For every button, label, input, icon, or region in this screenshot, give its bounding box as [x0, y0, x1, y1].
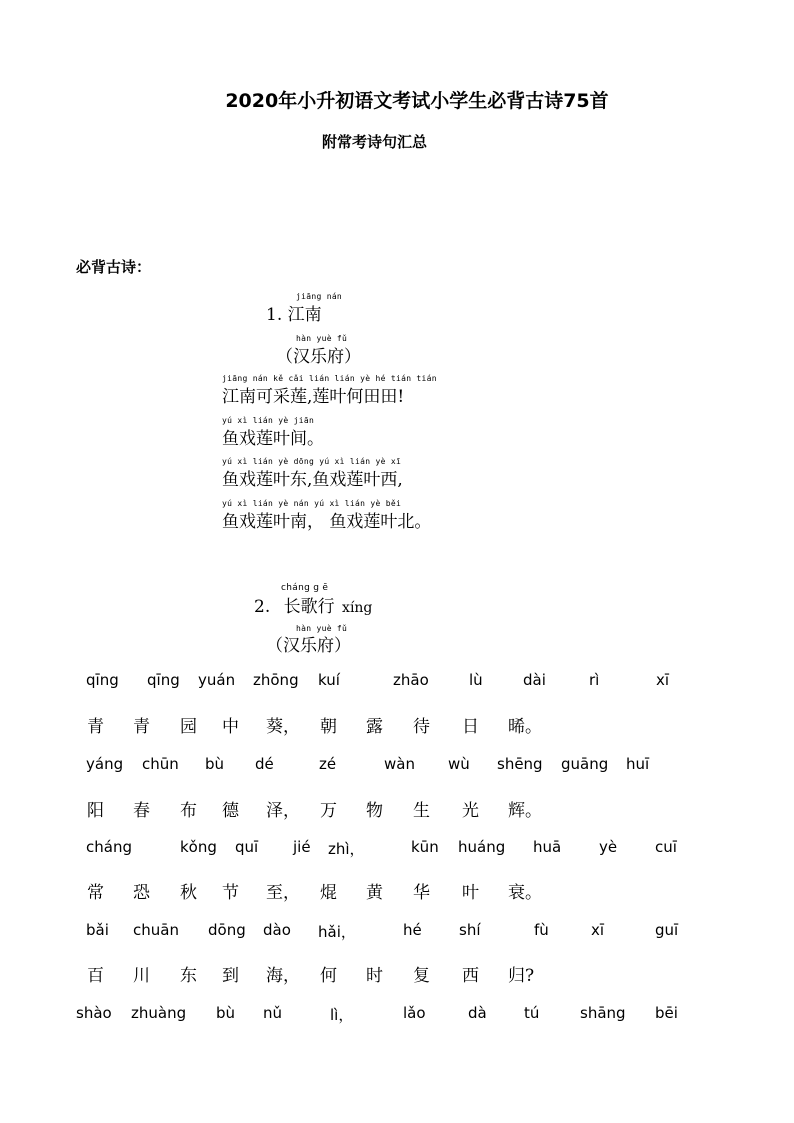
- poem2-character-row: [0, 712, 794, 737]
- pinyin-syllable: cuī: [655, 838, 677, 856]
- poem1-line: 江南可采莲,莲叶何田田!: [222, 387, 405, 407]
- pinyin-syllable: nǔ: [263, 1004, 283, 1022]
- pinyin-syllable: dé: [255, 755, 274, 773]
- poem-character: 朝: [320, 717, 337, 737]
- poem-character: 晞。: [508, 717, 542, 737]
- pinyin-syllable: qīng: [86, 671, 119, 689]
- poem2-character-row: [0, 796, 794, 821]
- pinyin-syllable: huáng: [458, 838, 506, 856]
- poem-character: 日: [462, 717, 479, 737]
- pinyin-syllable: tú: [524, 1004, 540, 1022]
- pinyin-syllable: qīng: [147, 671, 180, 689]
- pinyin-syllable: zhōng: [253, 671, 299, 689]
- poem1-author: （汉乐府）: [276, 347, 361, 367]
- pinyin-syllable: kǒng: [180, 838, 217, 856]
- poem-character: 青: [133, 717, 150, 737]
- page-subtitle: 附常考诗句汇总: [322, 133, 428, 151]
- pinyin-syllable: bǎi: [86, 921, 109, 939]
- poem-character: 归?: [508, 966, 535, 986]
- poem-character: 德: [222, 801, 239, 821]
- pinyin-syllable: shāng: [580, 1004, 626, 1022]
- poem-character: 至，: [266, 883, 300, 903]
- poem1-line-pinyin: jiāng nán kě cǎi lián lián yè hé tián tián: [222, 374, 437, 383]
- poem2-title-text: 长歌行: [283, 597, 335, 617]
- pinyin-syllable: yè: [599, 838, 618, 856]
- pinyin-syllable: zhāo: [393, 671, 429, 689]
- poem1-line: 鱼戏莲叶南， 鱼戏莲叶北。: [222, 512, 432, 532]
- pinyin-syllable: lǎo: [403, 1004, 426, 1022]
- poem-character: 光: [462, 801, 479, 821]
- pinyin-syllable: shēng: [497, 755, 543, 773]
- poem-character: 海，: [266, 966, 300, 986]
- poem-character: 到: [222, 966, 239, 986]
- poem1-line: 鱼戏莲叶间。: [222, 429, 324, 449]
- pinyin-syllable: huā: [533, 838, 562, 856]
- poem-character: 秋: [180, 883, 197, 903]
- pinyin-syllable: shào: [76, 1004, 112, 1022]
- pinyin-syllable: shí: [459, 921, 481, 939]
- pinyin-syllable: kūn: [411, 838, 439, 856]
- poem-character: 园: [180, 717, 197, 737]
- poem1-line-pinyin: yú xì lián yè jiān: [222, 416, 315, 425]
- poem-character: 中: [222, 717, 239, 737]
- poem-character: 东: [180, 966, 197, 986]
- poem-character: 华: [413, 883, 430, 903]
- pinyin-syllable: wàn: [384, 755, 415, 773]
- pinyin-syllable: huī: [626, 755, 650, 773]
- poem2-title-number: 2.: [254, 597, 271, 617]
- poem-character: 待: [413, 717, 430, 737]
- pinyin-syllable: zhì，: [328, 840, 365, 858]
- poem2-character-row: [0, 961, 794, 986]
- pinyin-syllable: kuí: [318, 671, 340, 689]
- poem-character: 焜: [320, 883, 337, 903]
- poem-character: 生: [413, 801, 430, 821]
- pinyin-syllable: dài: [523, 671, 546, 689]
- pinyin-syllable: yáng: [86, 755, 124, 773]
- poem-character: 常: [87, 883, 104, 903]
- poem-character: 黄: [366, 883, 383, 903]
- poem-character: 节: [222, 883, 239, 903]
- pinyin-syllable: wù: [448, 755, 470, 773]
- poem2-title-pinyin: cháng g ē: [281, 583, 329, 593]
- poem1-title: 1. 江南: [266, 305, 322, 325]
- poem2-title-suffix-pinyin: xíng: [342, 600, 373, 616]
- pinyin-syllable: zé: [319, 755, 337, 773]
- poem-character: 辉。: [508, 801, 542, 821]
- pinyin-syllable: lì，: [330, 1006, 354, 1024]
- poem-character: 百: [87, 966, 104, 986]
- poem-character: 叶: [462, 883, 479, 903]
- pinyin-syllable: quī: [235, 838, 259, 856]
- pinyin-syllable: bēi: [655, 1004, 678, 1022]
- pinyin-syllable: chuān: [133, 921, 179, 939]
- poem-character: 复: [413, 966, 430, 986]
- pinyin-syllable: dōng: [208, 921, 246, 939]
- pinyin-syllable: xī: [591, 921, 605, 939]
- poem1-line-pinyin: yú xì lián yè nán yú xì lián yè běi: [222, 499, 402, 508]
- pinyin-syllable: chūn: [142, 755, 179, 773]
- page-title: 2020年小升初语文考试小学生必背古诗75首: [225, 90, 609, 112]
- pinyin-syllable: xī: [656, 671, 670, 689]
- pinyin-syllable: jié: [293, 838, 311, 856]
- poem-character: 泽，: [266, 801, 300, 821]
- pinyin-syllable: rì: [589, 671, 600, 689]
- pinyin-syllable: lù: [469, 671, 483, 689]
- poem-character: 衰。: [508, 883, 542, 903]
- pinyin-syllable: guī: [655, 921, 679, 939]
- pinyin-syllable: fù: [534, 921, 549, 939]
- poem2-author-pinyin: hàn yuè fǔ: [296, 624, 348, 633]
- pinyin-syllable: cháng: [86, 838, 132, 856]
- poem-character: 布: [180, 801, 197, 821]
- pinyin-syllable: dà: [468, 1004, 487, 1022]
- pinyin-syllable: hé: [403, 921, 422, 939]
- poem-character: 何: [320, 966, 337, 986]
- pinyin-syllable: bù: [205, 755, 225, 773]
- poem2-author: （汉乐府）: [266, 636, 351, 656]
- poem-character: 物: [366, 801, 383, 821]
- poem-character: 青: [87, 717, 104, 737]
- poem2-pinyin-row: [0, 838, 794, 858]
- poem1-line-pinyin: yú xì lián yè dōng yú xì lián yè xī: [222, 457, 402, 466]
- poem2-character-row: [0, 878, 794, 903]
- poem-character: 时: [366, 966, 383, 986]
- poem2-pinyin-row: [0, 671, 794, 691]
- pinyin-syllable: hǎi，: [318, 923, 356, 941]
- poem1-title-pinyin: jiāng nán: [296, 292, 343, 301]
- poem2-pinyin-row: [0, 1004, 794, 1024]
- poem1-line: 鱼戏莲叶东,鱼戏莲叶西,: [222, 470, 403, 490]
- poem2-pinyin-row: [0, 921, 794, 941]
- poem1-author-pinyin: hàn yuè fǔ: [296, 334, 348, 343]
- poem-character: 葵，: [266, 717, 300, 737]
- poem2-pinyin-row: [0, 755, 794, 775]
- poem-character: 阳: [87, 801, 104, 821]
- pinyin-syllable: guāng: [561, 755, 609, 773]
- pinyin-syllable: yuán: [198, 671, 236, 689]
- poem-character: 春: [133, 801, 150, 821]
- pinyin-syllable: zhuàng: [131, 1004, 187, 1022]
- poem-character: 露: [366, 717, 383, 737]
- pinyin-syllable: dào: [263, 921, 291, 939]
- section-heading: 必背古诗：: [76, 258, 152, 276]
- poem-character: 川: [133, 966, 150, 986]
- pinyin-syllable: bù: [216, 1004, 236, 1022]
- poem-character: 西: [462, 966, 479, 986]
- poem2-title: [254, 592, 372, 617]
- poem-character: 万: [320, 801, 337, 821]
- poem-character: 恐: [133, 883, 150, 903]
